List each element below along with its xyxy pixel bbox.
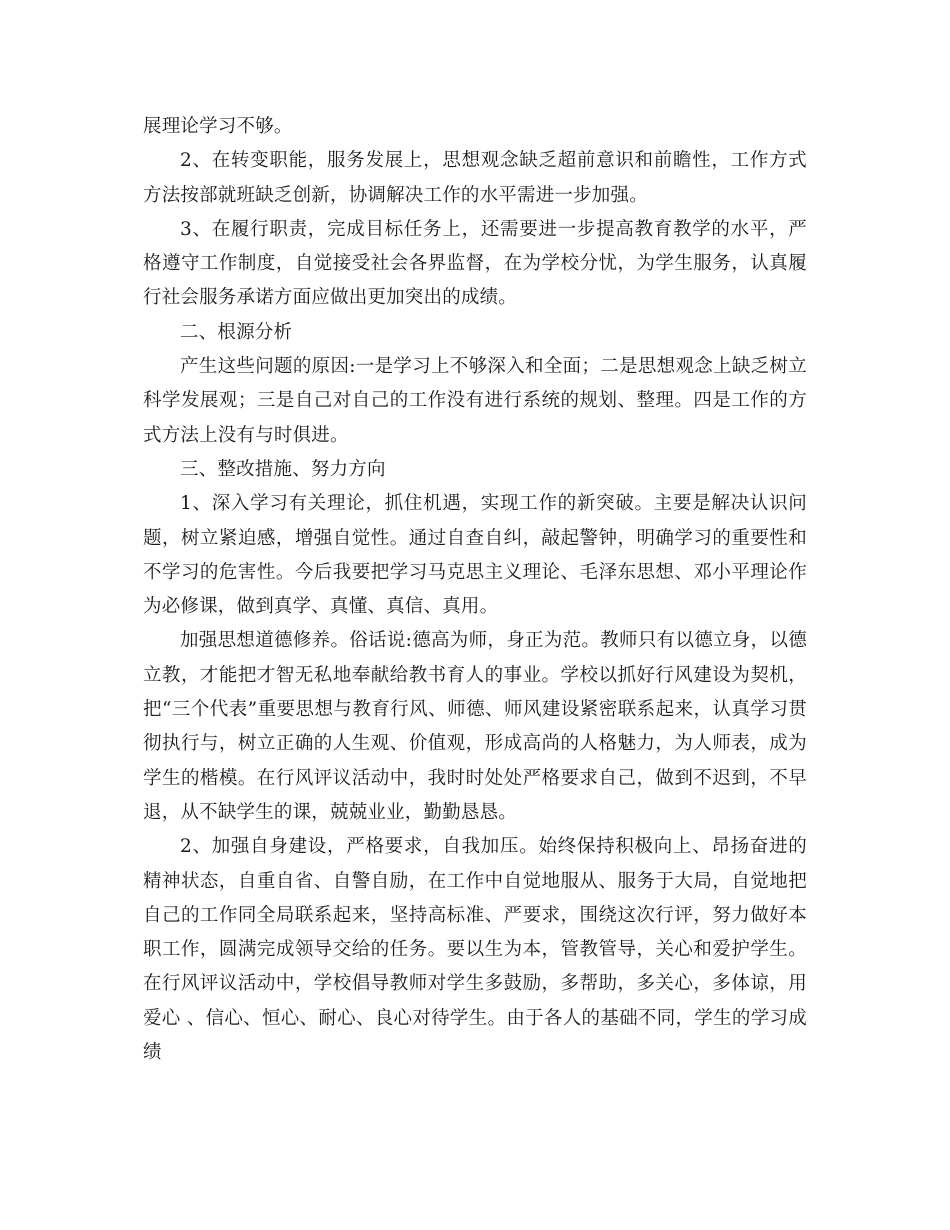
paragraph-2: 2、在转变职能，服务发展上，思想观念缺乏超前意识和前瞻性，工作方式方法按部就班缺乏创新，协调解决工作的水平需进一步加强。 (143, 150, 807, 206)
paragraph-4: 产生这些问题的原因:一是学习上不够深入和全面；二是思想观念上缺乏树立科学发展观；三是自己对自己的工作没有进行系统的规划、整理。四是工作的方式方法上没有与时俱进。 (143, 356, 807, 446)
section-heading-measures: 三、整改措施、努力方向 (180, 458, 386, 480)
paragraph-3: 3、在履行职责，完成目标任务上，还需要进一步提高教育教学的水平，严格遵守工作制度，自觉接受社会各界监督，在为学校分忧，为学生服务，认真履行社会服务承诺方面应做出更加突出的成绩。 (143, 218, 807, 309)
paragraph-1: 展理论学习不够。 (143, 116, 293, 137)
paragraph-7: 2、加强自身建设，严格要求，自我加压。始终保持积极向上、昂扬奋进的精神状态，自重自省、自警自励，在工作中自觉地服从、服务于大局，自觉地把自己的工作同全局联系起来，坚持高标准、严要求，围绕这次行评，努力做好本职工作，圆满完成领导交给的任务。要以生为本，管教管导，关心和爱护学生。在行风评议活动中，学校倡导教师对学生多鼓励，多帮助，多关心，多体谅，用爱心 、信心、恒心、耐心、良心对待学生。由于各人的基础不同，学生的学习成绩 (143, 836, 807, 1064)
section-heading-root-cause: 二、根源分析 (180, 321, 293, 343)
paragraph-5: 1、深入学习有关理论，抓住机遇，实现工作的新突破。主要是解决认识问题，树立紧迫感，增强自觉性。通过自查自纠，敲起警钟，明确学习的重要性和不学习的危害性。今后我要把学习马克思主义理论、毛泽东思想、邓小平理论作为必修课，做到真学、真懂、真信、真用。 (143, 493, 807, 618)
paragraph-6: 加强思想道德修养。俗话说:德高为师，身正为范。教师只有以德立身，以德立教，才能把才智无私地奉献给教书育人的事业。学校以抓好行风建设为契机，把“三个代表”重要思想与教育行风、师德、师风建设紧密联系起来，认真学习贯彻执行与，树立正确的人生观、价值观，形成高尚的人格魅力，为人师表，成为学生的楷模。在行风评议活动中，我时时处处严格要求自己，做到不迟到，不早退，从不缺学生的课，兢兢业业，勤勤恳恳。 (143, 630, 807, 823)
document-body (143, 110, 807, 1070)
